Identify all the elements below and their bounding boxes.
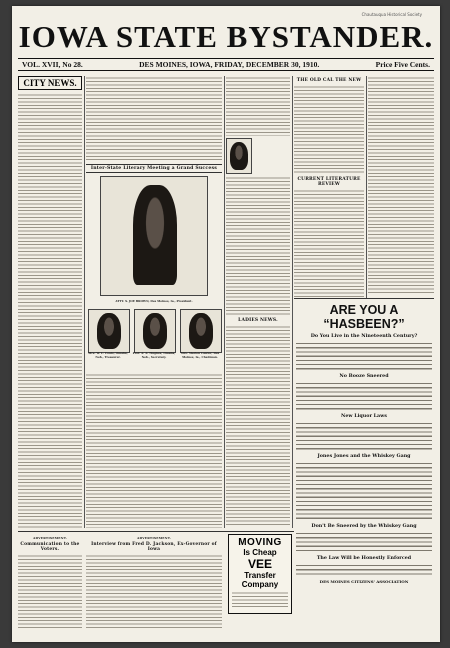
column-club-news (226, 76, 290, 528)
president-caption: ATTY. S. JOE BROWN, Des Moines, Ia., President. (115, 299, 193, 303)
article-text (368, 76, 434, 294)
ad-text (296, 421, 432, 451)
current-literature-heading: CURRENT LITERATURE REVIEW (297, 177, 361, 187)
secretary-photo (134, 309, 176, 353)
article-text (226, 176, 290, 316)
library-stamp: Chautauqua Historical Society (361, 12, 422, 17)
interview-column (86, 534, 222, 636)
chairman-portrait (189, 313, 213, 349)
president-photo (100, 176, 208, 296)
ad-text (296, 563, 432, 577)
hasbeen-headline: ARE YOU A “HASBEEN?” (323, 303, 405, 331)
ad-text (296, 461, 432, 521)
newspaper-page (12, 6, 440, 642)
column-rule (84, 76, 85, 528)
ad-line-enforced: The Law Will be Honestly Enforced (316, 555, 412, 561)
interview-heading: Interview from Fred D. Jackson, Ex-Governor of Iowa (91, 542, 217, 552)
article-text (18, 93, 82, 528)
ad-text (296, 341, 432, 371)
treasurer-caption: Mrs. W. L. Coats, Omaha, Neb., Treasurer. (88, 351, 128, 359)
moving-vee: VEE (247, 557, 272, 571)
officer-photos (86, 307, 222, 369)
dateline-bar (18, 58, 434, 71)
chairman-caption: Mrs. Marion Lawlor, Des Moines, Ia., Chairman. (180, 351, 220, 359)
hasbeen-subheading: Do You Live in the Nineteenth Century? (310, 333, 418, 339)
communication-heading: Communication to the Voters. (20, 542, 80, 552)
ad-text (232, 591, 288, 609)
article-text (86, 373, 222, 528)
president-portrait (133, 185, 177, 285)
article-text (86, 554, 222, 630)
ad-text (296, 381, 432, 411)
volume-number: VOL. XVII, No 28. (22, 60, 83, 69)
ladies-news-heading: LADIES NEWS. (238, 318, 278, 323)
moving-advertisement (228, 534, 292, 614)
ad-line-liquor: New Liquor Laws (341, 413, 387, 419)
price: Price Five Cents. (375, 60, 430, 69)
moving-ad-column (228, 534, 292, 636)
advertisement-label: ADVERTISEMENT. (136, 536, 172, 540)
horizontal-rule (18, 531, 294, 532)
treasurer-photo (88, 309, 130, 353)
moving-title: MOVING (238, 537, 282, 548)
advertisement-label: ADVERTISEMENT. (32, 536, 68, 540)
communication-column (18, 534, 82, 636)
article-text (18, 554, 82, 630)
article-text (226, 76, 290, 136)
treasurer-portrait (97, 313, 121, 349)
bottom-section (18, 534, 294, 636)
inter-state-headline: Inter-State Literary Meeting a Grand Success (86, 164, 222, 173)
chairman-photo (180, 309, 222, 353)
column-portrait-photo (226, 138, 252, 174)
old-new-heading: THE OLD CAL THE NEW (296, 78, 362, 83)
ad-association-footer: DES MOINES CITIZENS' ASSOCIATION (319, 579, 409, 584)
place-and-date: DES MOINES, IOWA, FRIDAY, DECEMBER 30, 1910. (139, 60, 320, 69)
article-text (86, 76, 222, 162)
ad-line-sneered: Don't Be Sneered by the Whiskey Gang (311, 523, 417, 529)
moving-transfer: Transfer (244, 571, 276, 580)
small-portrait (230, 142, 248, 170)
city-news-heading: CITY NEWS. (18, 76, 82, 90)
moving-company: Company (241, 580, 279, 589)
column-rule (224, 76, 225, 528)
ad-text (296, 531, 432, 553)
moving-cheap: Is Cheap (243, 548, 277, 557)
ad-line-whiskey: Jones Jones and the Whiskey Gang (317, 453, 411, 459)
secretary-portrait (143, 313, 167, 349)
article-text (226, 325, 290, 525)
column-rule (292, 76, 293, 528)
secretary-caption: Prof. A. A. Hughes, Omaha, Neb., Secretary. (132, 351, 176, 359)
column-city-news (18, 76, 82, 528)
masthead-title: IOWA STATE BYSTANDER. (18, 19, 434, 54)
ad-line-booze: No Booze Sneered (339, 373, 389, 379)
article-text (294, 85, 364, 175)
column-center (86, 76, 222, 528)
hasbeen-advertisement (294, 298, 434, 633)
